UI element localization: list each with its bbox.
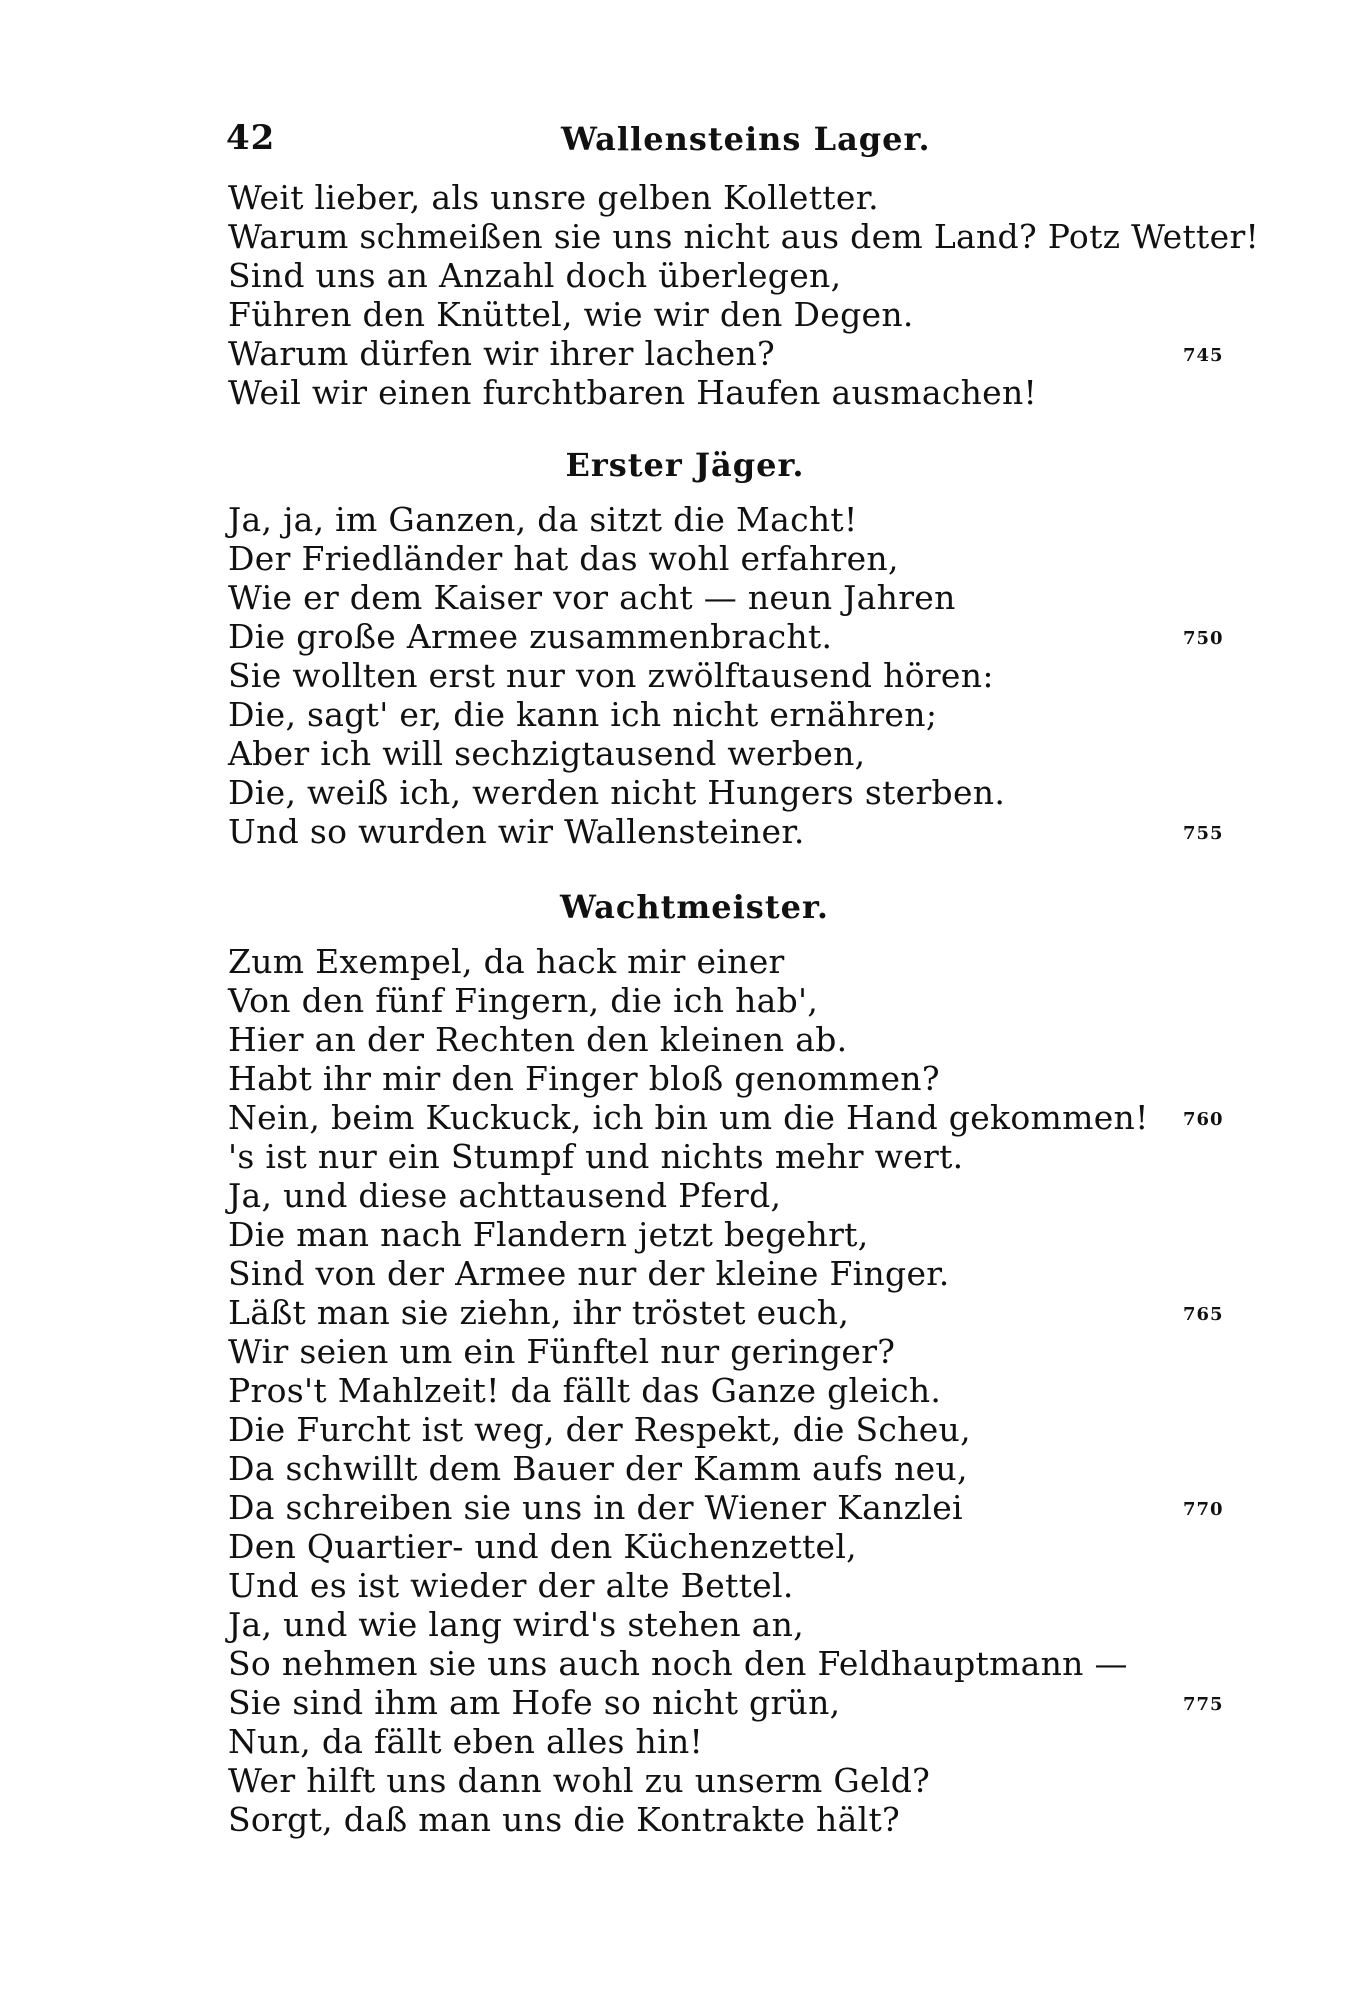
verse-line — [228, 500, 1228, 539]
verse-line-text: So nehmen sie uns auch noch den Feldhauptmann — — [228, 1644, 1128, 1683]
verse-line — [228, 942, 1228, 981]
verse-block-3 — [228, 942, 1228, 1839]
verse-line-text: Ja, und wie lang wird's stehen an, — [228, 1605, 804, 1644]
verse-line — [228, 1371, 1228, 1410]
verse-line-text: Zum Exempel, da hack mir einer — [228, 942, 785, 981]
verse-line — [228, 578, 1228, 617]
verse-line — [228, 1566, 1228, 1605]
verse-line-text: Führen den Knüttel, wie wir den Degen. — [228, 295, 914, 334]
line-number: 775 — [1183, 1694, 1224, 1715]
verse-line — [228, 295, 1228, 334]
line-number: 765 — [1183, 1304, 1224, 1325]
verse-line-text: Warum schmeißen sie uns nicht aus dem Land? Potz Wetter! — [228, 217, 1260, 256]
verse-line — [228, 656, 1228, 695]
verse-line — [228, 1527, 1228, 1566]
line-number: 745 — [1183, 345, 1224, 366]
verse-line-text: Sie wollten erst nur von zwölftausend hören: — [228, 656, 994, 695]
verse-line — [228, 539, 1228, 578]
speaker-heading-wachtmeister: Wachtmeister. — [560, 888, 830, 926]
verse-line-text: Sind von der Armee nur der kleine Finger. — [228, 1254, 950, 1293]
verse-block-2 — [228, 500, 1228, 851]
verse-line-text: Aber ich will sechzigtausend werben, — [228, 734, 866, 773]
verse-line-text: Hier an der Rechten den kleinen ab. — [228, 1020, 848, 1059]
verse-line — [228, 1293, 1228, 1332]
verse-line-text: 's ist nur ein Stumpf und nichts mehr wert. — [228, 1137, 964, 1176]
line-number: 755 — [1183, 823, 1224, 844]
verse-line-text: Läßt man sie ziehn, ihr tröstet euch, — [228, 1293, 850, 1332]
line-number: 750 — [1183, 628, 1224, 649]
verse-line — [228, 256, 1228, 295]
verse-line — [228, 1215, 1228, 1254]
verse-line — [228, 617, 1228, 656]
verse-block-1 — [228, 178, 1260, 412]
verse-line — [228, 773, 1228, 812]
verse-line-text: Da schwillt dem Bauer der Kamm aufs neu, — [228, 1449, 968, 1488]
verse-line — [228, 217, 1260, 256]
verse-line-text: Sind uns an Anzahl doch überlegen, — [228, 256, 842, 295]
verse-line-text: Und so wurden wir Wallensteiner. — [228, 812, 805, 851]
verse-line-text: Habt ihr mir den Finger bloß genommen? — [228, 1059, 940, 1098]
verse-line — [228, 1254, 1228, 1293]
verse-line — [228, 1488, 1228, 1527]
running-title: Wallensteins Lager. — [561, 120, 931, 158]
verse-line — [228, 981, 1228, 1020]
line-number: 760 — [1183, 1109, 1224, 1130]
verse-line — [228, 373, 1228, 412]
verse-line — [228, 1683, 1228, 1722]
verse-line — [228, 1644, 1228, 1683]
verse-line-text: Die große Armee zusammenbracht. — [228, 617, 833, 656]
verse-line-text: Die Furcht ist weg, der Respekt, die Scheu, — [228, 1410, 971, 1449]
line-number: 770 — [1183, 1499, 1224, 1520]
verse-line — [228, 178, 1228, 217]
verse-line-text: Weil wir einen furchtbaren Haufen ausmachen! — [228, 373, 1038, 412]
verse-line-text: Und es ist wieder der alte Bettel. — [228, 1566, 794, 1605]
verse-line-text: Wer hilft uns dann wohl zu unserm Geld? — [228, 1761, 931, 1800]
page-header — [226, 118, 1226, 166]
verse-line-text: Ja, und diese achttausend Pferd, — [228, 1176, 782, 1215]
verse-line — [228, 1410, 1228, 1449]
verse-line-text: Warum dürfen wir ihrer lachen? — [228, 334, 776, 373]
verse-line — [228, 1449, 1228, 1488]
verse-line — [228, 1176, 1228, 1215]
page-number: 42 — [226, 118, 276, 158]
verse-line-text: Pros't Mahlzeit! da fällt das Ganze gleich. — [228, 1371, 942, 1410]
verse-line-text: Da schreiben sie uns in der Wiener Kanzlei — [228, 1488, 963, 1527]
verse-line-text: Der Friedländer hat das wohl erfahren, — [228, 539, 899, 578]
verse-line — [228, 1137, 1228, 1176]
verse-line-text: Ja, ja, im Ganzen, da sitzt die Macht! — [228, 500, 858, 539]
verse-line — [228, 812, 1228, 851]
verse-line — [228, 1605, 1228, 1644]
verse-line — [228, 1020, 1228, 1059]
verse-line-text: Sorgt, daß man uns die Kontrakte hält? — [228, 1800, 900, 1839]
verse-line — [228, 1098, 1228, 1137]
verse-line — [228, 1800, 1228, 1839]
verse-line-text: Nein, beim Kuckuck, ich bin um die Hand gekommen! — [228, 1098, 1149, 1137]
verse-line-text: Wir seien um ein Fünftel nur geringer? — [228, 1332, 896, 1371]
verse-line — [228, 1761, 1228, 1800]
verse-line-text: Von den fünf Fingern, die ich hab', — [228, 981, 819, 1020]
verse-line — [228, 1332, 1228, 1371]
verse-line — [228, 734, 1228, 773]
verse-line-text: Die man nach Flandern jetzt begehrt, — [228, 1215, 869, 1254]
verse-line-text: Den Quartier- und den Küchenzettel, — [228, 1527, 857, 1566]
verse-line-text: Weit lieber, als unsre gelben Kolletter. — [228, 178, 879, 217]
verse-line — [228, 1722, 1228, 1761]
verse-line-text: Sie sind ihm am Hofe so nicht grün, — [228, 1683, 841, 1722]
verse-line-text: Nun, da fällt eben alles hin! — [228, 1722, 704, 1761]
verse-line-text: Die, weiß ich, werden nicht Hungers sterben. — [228, 773, 1006, 812]
verse-line — [228, 695, 1228, 734]
verse-line-text: Die, sagt' er, die kann ich nicht ernähren; — [228, 695, 938, 734]
speaker-heading-erster-jaeger: Erster Jäger. — [565, 446, 805, 484]
verse-line — [228, 1059, 1228, 1098]
verse-line-text: Wie er dem Kaiser vor acht — neun Jahren — [228, 578, 956, 617]
verse-line — [228, 334, 1228, 373]
